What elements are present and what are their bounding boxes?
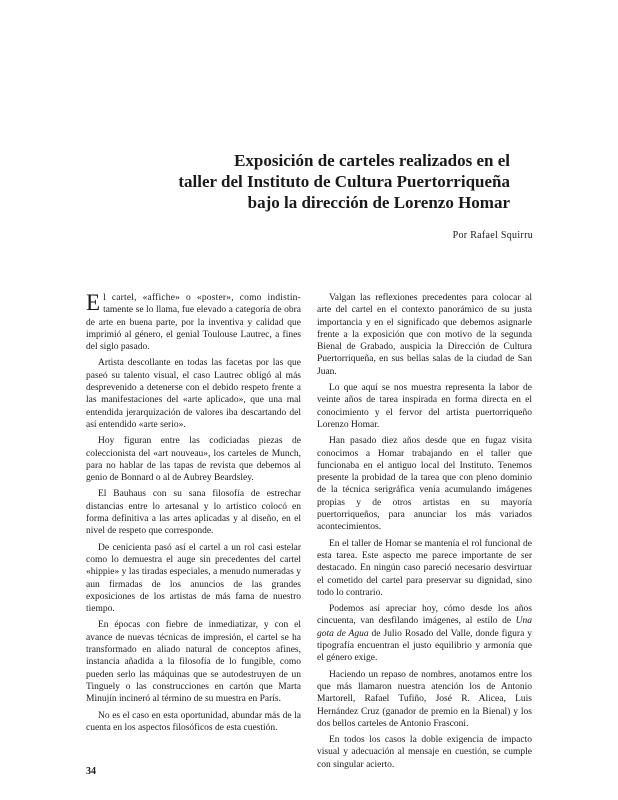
article-title — [150, 150, 510, 213]
paragraph: En el taller de Homar se mantenía el rol funcional de esta tarea. Este aspecto me parece importante de ser destacado. En ningún caso pareció necesario desvirtuar el cometido del cartel para preservar su dignidad, sino todo lo contrario. — [317, 538, 532, 598]
title-line-3: bajo la dirección de Lorenzo Homar — [247, 193, 510, 212]
paragraph: Han pasado diez años desde que en fugaz visita conocimos a Homar trabajando en el taller que funcionaba en el antiguo local del Instituto. Tenemos presente la probidad de la tarea que con pleno dominio de la técnica serigráfica venía acumulando imágenes propias y de otros artistas en su mayoría puertorriqueños, para anunciar los más variados acontecimientos. — [317, 436, 532, 533]
paragraph: Haciendo un repaso de nombres, anotamos entre los que más llamaron nuestra atención los de Antonio Martorell, Rafael Tufiño, José R. Alicea, Luis Hernández Cruz (ganador de premio en la Bienal) y los dos bellos carteles de Antonio Frasconi. — [317, 669, 532, 729]
paragraph — [86, 292, 301, 353]
paragraph: Lo que aquí se nos muestra representa la labor de veinte años de tarea inspirada en forma directa en el conocimiento y el fervor del artista puertorriqueño Lorenzo Homar. — [317, 383, 532, 430]
paragraph: Valgan las reflexiones precedentes para colocar al arte del cartel en el contexto panorámico de su justa importancia y en el significado que debemos asignarle frente a la exposición que con motivo de la segunda Bienal de Grabado, auspicia la Dirección de Cultura Puertorriqueña, en sus bellas salas de la ciudad de San Juan. — [317, 293, 532, 377]
small-caps-lead: l cartel, «affiche» o «poster», como indistin- — [103, 293, 301, 303]
paragraph: De cenicienta pasó así el cartel a un rol casi estelar como lo demuestra el auge sin precedentes del cartel «hippie» y las tiradas especiales, a menudo numeradas y aun firmadas de los anuncios de las grandes exposiciones de los artistas de más fama de nuestro tiempo. — [86, 542, 301, 615]
title-line-1: Exposición de carteles realizados en el — [234, 151, 510, 170]
paragraph: En todos los casos la doble exigencia de impacto visual y adecuación al mensaje en cuestión, se cumple con singular acierto. — [317, 735, 532, 770]
paragraph: El Bauhaus con su sana filosofía de estrechar distancias entre lo artesanal y lo artístico colocó en forma definitiva a las artes aplicadas y al diseño, en el nivel de respeto que corresponde. — [86, 489, 301, 537]
left-column — [86, 292, 301, 738]
paragraph: En épocas con fiebre de inmediatizar, y con el avance de nuevas técnicas de impresión, el cartel se ha transformado en aliado natural de conceptos afines, instancia añadida a la filosofía de lo fungible, como pueden serlo las máquinas que se autodestruyen de un Tinguely o las construcciones en cartón que Marta Minujín incineró al término de su muestra en París. — [86, 620, 301, 705]
drop-cap: E — [86, 290, 101, 315]
paragraph: No es el caso en esta oportunidad, abundar más de la cuenta en los aspectos filosóficos de esta cuestión. — [86, 710, 301, 733]
paragraph-text: tamente se lo llama, fue elevado a categoría de obra de arte en buena parte, por la inventiva y calidad que imprimió al género, el genial Toulouse Lautrec, a fines del siglo pasado. — [86, 305, 301, 353]
author-byline: Por Rafael Squirru — [452, 230, 533, 241]
paragraph-text: de Julio Rosado del Valle, donde figura y tipografía encuentran el justo equilibrio y armonía que el género exige. — [317, 628, 532, 664]
paragraph: Hoy figuran entre las codiciadas piezas de coleccionista del «art nouveau», los carteles de Munch, para no hablar de las tapas de revista que debemos al genio de Bonnard o al de Aubrey Beardsley. — [86, 436, 301, 484]
paragraph: Artista descollante en todas las facetas por las que paseó su talento visual, el caso Lautrec obligó al más desprevenido a detenerse con el debido respeto frente a las manifestaciones del «arte aplicado», que una mal entendida jerarquización de valores iba descartando del así entendido «arte serio». — [86, 358, 301, 430]
paragraph — [317, 603, 532, 664]
title-line-2: taller del Instituto de Cultura Puertorriqueña — [178, 172, 510, 191]
page-number: 34 — [86, 766, 96, 777]
artwork-title: Una gota de Agua — [317, 616, 532, 639]
right-column — [317, 292, 532, 775]
paragraph-text: Podemos así apreciar hoy, cómo desde los años cincuenta, van desfilando imágenes, al estilo de — [317, 604, 532, 627]
